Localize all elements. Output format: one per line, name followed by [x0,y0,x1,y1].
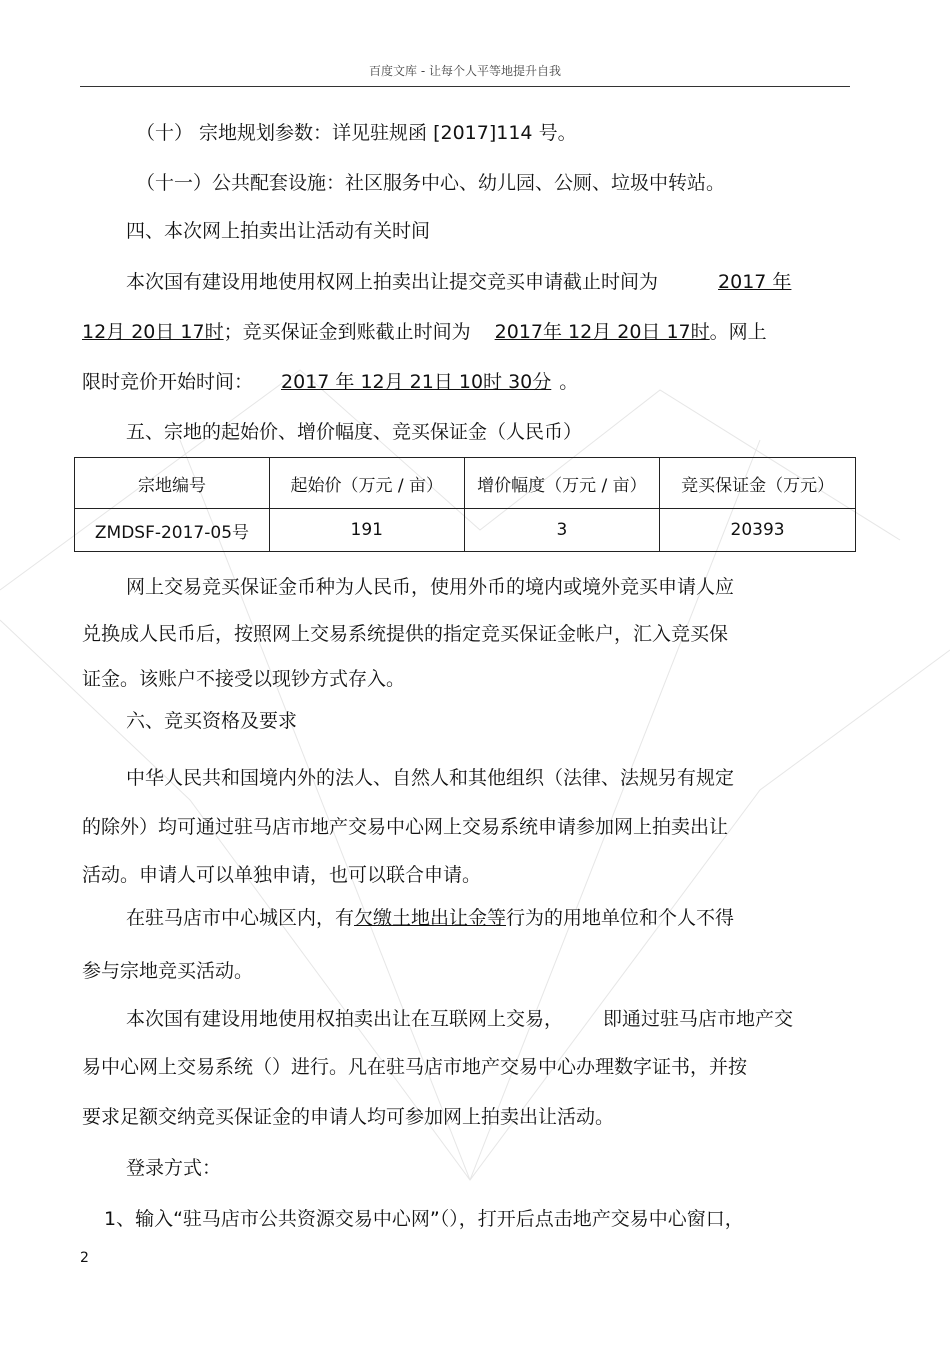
eligibility-line-3: 活动。申请人可以单独申请，也可以联合申请。 [82,864,482,886]
deposit-deadline-text: ；竞买保证金到账截止时间为 [223,321,471,343]
header-divider [80,86,850,87]
unpaid-fees-text: 欠缴土地出让金等 [354,907,507,929]
section-four-heading: 四、本次网上拍卖出让活动有关时间 [126,220,431,242]
application-deadline-date: 12月 20日 17时 [82,321,224,343]
online-trading-line-2: 易中心网上交易系统（）进行。凡在驻马店市地产交易中心办理数字证书，并按 [82,1056,748,1078]
eligibility-line-1: 中华人民共和国境内外的法人、自然人和其他组织（法律、法规另有规定 [126,767,735,789]
bidding-start-date: 2017 年 12月 21日 10时 30分 [281,371,552,393]
restriction-text-c: 行为的用地单位和个人不得 [506,907,735,929]
bidding-start-period: 。 [559,371,579,393]
deadline-line-1 [126,270,791,294]
section-five-heading: 五、宗地的起始价、增价幅度、竞买保证金（人民币） [126,421,583,443]
online-trading-line-3: 要求足额交纳竞买保证金的申请人均可参加网上拍卖出让活动。 [82,1106,615,1128]
page-number: 2 [80,1250,89,1266]
planning-parameters-line: （十） 宗地规划参数：详见驻规函 [2017]114 号。 [136,122,577,144]
online-trading-text-a: 本次国有建设用地使用权拍卖出让在互联网上交易， [126,1008,564,1030]
deadline-intro-text: 本次国有建设用地使用权网上拍卖出让提交竞买申请截止时间为 [126,271,659,293]
currency-line-1: 网上交易竞买保证金币种为人民币，使用外币的境内或境外竞买申请人应 [126,576,735,598]
login-step-1: 1、输入“驻马店市公共资源交易中心网”（），打开后点击地产交易中心窗口， [104,1208,744,1230]
eligibility-line-2: 的除外）均可通过驻马店市地产交易中心网上交易系统申请参加网上拍卖出让 [82,816,729,838]
header-increment: 增价幅度（万元 / 亩） [464,458,660,509]
cell-increment: 3 [464,509,660,552]
online-trading-line-1 [126,1007,793,1031]
online-text: 。网上 [709,321,767,343]
currency-line-2: 兑换成人民币后，按照网上交易系统提供的指定竞买保证金帐户，汇入竞买保 [82,623,729,645]
restriction-text-a: 在驻马店市中心城区内，有 [126,907,355,929]
header-starting-price: 起始价（万元 / 亩） [269,458,464,509]
section-six-heading: 六、竞买资格及要求 [126,710,298,732]
public-facilities-line: （十一）公共配套设施：社区服务中心、幼儿园、公厕、垃圾中转站。 [136,172,726,194]
header-parcel-number: 宗地编号 [75,458,270,509]
bidding-start-line [82,370,578,394]
header-deposit: 竞买保证金（万元） [660,458,856,509]
cell-parcel-number: ZMDSF-2017-05号 [75,509,270,552]
restriction-line-1 [126,906,734,930]
deposit-deadline-date: 2017年 12月 20日 17时 [494,321,710,343]
bidding-start-label: 限时竞价开始时间： [82,371,254,393]
login-method-heading: 登录方式： [126,1157,222,1179]
deadline-line-2 [82,320,767,344]
cell-starting-price: 191 [269,509,464,552]
page-header: 百度文库 - 让每个人平等地提升自我 [369,64,561,78]
online-trading-text-b: 即通过驻马店市地产交 [603,1008,794,1030]
restriction-line-2: 参与宗地竞买活动。 [82,960,254,982]
land-price-table [74,457,856,552]
deadline-year: 2017 年 [718,271,792,293]
currency-line-3: 证金。该账户不接受以现钞方式存入。 [82,668,406,690]
cell-deposit: 20393 [660,509,856,552]
